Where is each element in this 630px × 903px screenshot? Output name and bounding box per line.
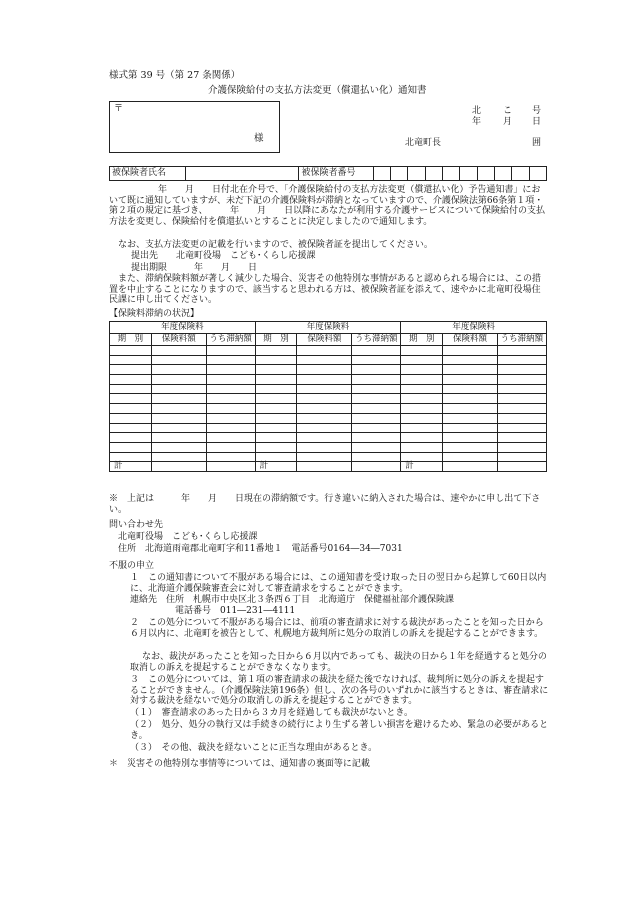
total-row	[110, 462, 547, 472]
arrears-note: ※ 上記は 年 月 日現在の滞納額です。行き違いに納入された場合は、速やかに申し出て下さい。	[109, 494, 541, 515]
column-header: うち滞納額	[497, 334, 546, 346]
table-row	[110, 355, 547, 365]
appeal-sub-3: （３） その他、裁決を経ないことに正当な理由があるとき。	[130, 743, 378, 753]
column-header: 保険料額	[151, 334, 206, 346]
column-header: うち滞納額	[352, 334, 401, 346]
appeal-sub-1: （１） 審査請求のあった日から３カ月を経過しても裁決がないとき。	[130, 708, 414, 718]
body-paragraph-3: また、滞納保険料額が著しく減少した場合、災害その他特別な事情があると認められる場合には、この措置を中止することになりますので、該当すると思われる方は、被保険者証を添えて、速やかに北竜町役場住民課に申し出てください。	[109, 274, 542, 306]
contact-address: 住所 北海道雨竜郡北竜町字和11番地１ 電話番号0164―34―7031	[118, 544, 403, 554]
year-header: 年度保険料	[255, 322, 401, 334]
insured-name-field	[186, 167, 299, 181]
appeal-sub-2: （２） 処分、処分の執行又は手続きの続行により生ずる著しい損害を避けるため、緊急の必要があるとき。	[130, 720, 549, 741]
appeal-item-2b: なお、裁決があったことを知った日から６月以内であっても、裁決の日から１年を経過すると処分の取消しの訴えを提起することができなくなります。	[130, 652, 547, 673]
appeal-item-3: ３ この処分については、第１項の審査請求の裁決を経た後でなければ、裁判所に処分の訴えを提起することができません。（介護保険法第196条）但し、次の各号のいずれかに該当するときは、審査請求に対する裁決を経ないで処分の取消しの訴えを提起することができます。	[130, 675, 549, 707]
insured-name-label: 被保険者氏名	[110, 167, 186, 181]
submit-to: 提出先 北竜町役場 こども･くらし応援課	[131, 251, 316, 261]
appeal-item-1: １ この通知書について不服がある場合には、この通知書を受け取った日の翌日から起算して60日以内に、北海道介護保険審査会に対して審査請求をすることができます。	[130, 573, 547, 594]
mayor-name: 北竜町長	[405, 138, 442, 148]
insured-number-label: 被保険者番号	[299, 167, 373, 181]
appeal-heading: 不服の申立	[109, 561, 155, 571]
contact-heading: 問い合わせ先	[109, 520, 164, 530]
table-row	[110, 375, 547, 385]
year-header: 年度保険料	[401, 322, 547, 334]
contact-office: 北竜町役場 こども･くらし応援課	[118, 532, 258, 542]
column-header: 期 別	[255, 334, 297, 346]
table-row	[110, 346, 547, 356]
table-row	[110, 394, 547, 404]
table-row	[110, 442, 547, 452]
appeal-item-2: ２ この処分について不服がある場合には、前項の審査請求に対する裁決があったことを知った日から６月以内に、北竜町を被告として、札幌地方裁判所に処分の取消しの訴えを提起することができます。	[130, 618, 544, 639]
table-row	[110, 404, 547, 414]
official-seal: 囲	[532, 138, 542, 148]
total-label: 計	[255, 462, 297, 472]
arrears-heading: 【保険料滞納の状況】	[109, 309, 200, 319]
body-paragraph-2: なお、支払方法変更の記載を行いますので、被保険者証を提出してください。	[118, 240, 433, 250]
column-header: 期 別	[110, 334, 152, 346]
appeal-item-1-contact: 連絡先 住所 札幌市中央区北３条西６丁目 北海道庁 保健福祉部介護保険課	[130, 595, 455, 605]
column-header: 保険料額	[297, 334, 352, 346]
insured-id-table	[109, 166, 547, 181]
address-box	[109, 101, 280, 153]
form-label: 様式第 39 号（第 27 条関係）	[109, 70, 241, 81]
body-paragraph-1: 年 月 日付北在介号で、「介護保険給付の支払方法変更（償還払い化）予告通知書」において既に通知していますが、未だ下記の介護保険料が滞納となっていますので、介護保険法第66条第１項・第２項の規定に基づき、 年 月 日以降にあなたが利用する介護サービスについて保険給付の支払方法を変更し、保険給付を償還払いとすることに決定しましたので通知します。	[109, 185, 545, 227]
column-header: うち滞納額	[206, 334, 255, 346]
column-header: 期 別	[401, 334, 443, 346]
honorific: 様	[254, 133, 264, 144]
submit-deadline: 提出期限 年 月 日	[131, 263, 258, 273]
total-label: 計	[110, 462, 152, 472]
postal-mark: 〒	[114, 104, 124, 114]
year-header: 年度保険料	[110, 322, 256, 334]
table-row	[110, 384, 547, 394]
column-header: 保険料額	[443, 334, 498, 346]
table-row	[110, 413, 547, 423]
document-title: 介護保険給付の支払方法変更（償還払い化）通知書	[208, 85, 427, 96]
table-row	[110, 365, 547, 375]
footnote: ＊ 災害その他特別な事情等については、通知書の裏面等に記載	[109, 759, 370, 769]
table-row	[110, 423, 547, 433]
arrears-table	[109, 321, 547, 472]
table-row	[110, 433, 547, 443]
appeal-item-1-phone: 電話番号 011―231―4111	[175, 606, 296, 616]
total-label: 計	[401, 462, 443, 472]
table-row	[110, 452, 547, 462]
